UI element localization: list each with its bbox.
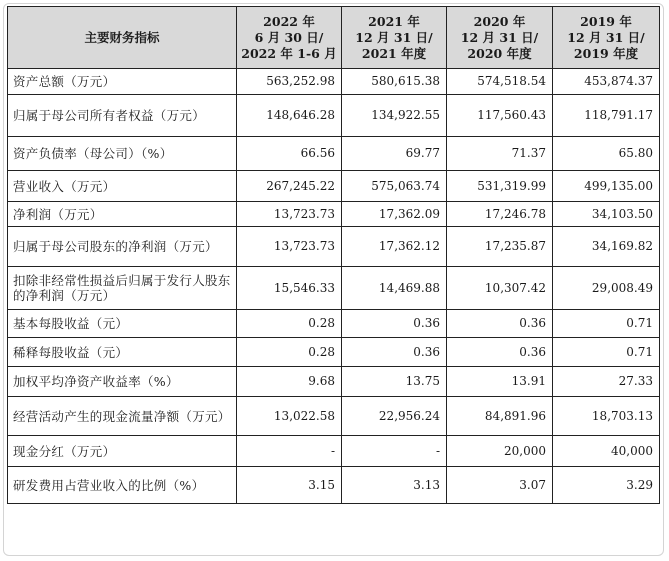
row-label: 基本每股收益（元） (8, 310, 237, 338)
row-value: 66.56 (237, 137, 342, 171)
row-value: 575,063.74 (342, 171, 447, 202)
row-value: 15,546.33 (237, 267, 342, 310)
row-value: 531,319.99 (447, 171, 553, 202)
row-label: 稀释每股收益（元） (8, 338, 237, 367)
row-value: 34,103.50 (553, 202, 660, 227)
row-value: 13,723.73 (237, 227, 342, 267)
header-line: 2019 年 (580, 13, 632, 29)
row-value: 0.28 (237, 310, 342, 338)
table-row (8, 137, 660, 171)
row-value: 0.36 (447, 338, 553, 367)
row-value: 29,008.49 (553, 267, 660, 310)
row-value: 0.71 (553, 338, 660, 367)
table-row (8, 171, 660, 202)
row-value: 3.29 (553, 467, 660, 504)
row-value: 65.80 (553, 137, 660, 171)
header-period-2 (342, 7, 447, 69)
table-row (8, 310, 660, 338)
table-row (8, 397, 660, 436)
row-value: 17,362.12 (342, 227, 447, 267)
header-line: 2020 年度 (467, 45, 532, 61)
header-line: 主要财务指标 (84, 29, 160, 45)
header-period-4 (553, 7, 660, 69)
row-value: 40,000 (553, 436, 660, 467)
header-line: 12 月 31 日/ (460, 29, 539, 45)
row-value: 0.36 (447, 310, 553, 338)
row-value: 13,022.58 (237, 397, 342, 436)
row-value: 17,362.09 (342, 202, 447, 227)
table-row (8, 95, 660, 137)
table-row (8, 267, 660, 310)
header-line: 6 月 30 日/ (254, 29, 324, 45)
table-row (8, 202, 660, 227)
row-value: - (237, 436, 342, 467)
row-label: 营业收入（万元） (8, 171, 237, 202)
header-line: 2020 年 (473, 13, 526, 29)
row-label: 资产总额（万元） (8, 69, 237, 95)
row-value: 10,307.42 (447, 267, 553, 310)
header-line: 2022 年 1-6 月 (241, 45, 337, 61)
header-indicator (8, 7, 237, 69)
table-row (8, 367, 660, 397)
row-value: 84,891.96 (447, 397, 553, 436)
row-value: 69.77 (342, 137, 447, 171)
row-value: 17,235.87 (447, 227, 553, 267)
row-label: 归属于母公司所有者权益（万元） (8, 95, 237, 137)
row-value: 20,000 (447, 436, 553, 467)
row-value: 3.13 (342, 467, 447, 504)
row-label: 净利润（万元） (8, 202, 237, 227)
row-value: 13,723.73 (237, 202, 342, 227)
row-value: 3.07 (447, 467, 553, 504)
row-label: 研发费用占营业收入的比例（%） (8, 467, 237, 504)
row-value: 0.36 (342, 310, 447, 338)
row-label: 现金分红（万元） (8, 436, 237, 467)
row-value: 34,169.82 (553, 227, 660, 267)
table-row (8, 338, 660, 367)
header-line: 12 月 31 日/ (355, 29, 433, 45)
financial-indicators-table (7, 6, 660, 504)
row-value: 134,922.55 (342, 95, 447, 137)
row-label: 归属于母公司股东的净利润（万元） (8, 227, 237, 267)
row-value: 3.15 (237, 467, 342, 504)
row-value: 22,956.24 (342, 397, 447, 436)
table-row (8, 467, 660, 504)
header-line: 2021 年 (368, 13, 420, 29)
header-line: 2021 年度 (361, 45, 427, 61)
row-value: 18,703.13 (553, 397, 660, 436)
row-value: 13.75 (342, 367, 447, 397)
row-label: 加权平均净资产收益率（%） (8, 367, 237, 397)
table-row (8, 227, 660, 267)
row-value: 0.71 (553, 310, 660, 338)
header-line: 12 月 31 日/ (567, 29, 645, 45)
row-value: 27.33 (553, 367, 660, 397)
row-value: 580,615.38 (342, 69, 447, 95)
row-value: 499,135.00 (553, 171, 660, 202)
row-value: 267,245.22 (237, 171, 342, 202)
row-value: 148,646.28 (237, 95, 342, 137)
row-label: 资产负债率（母公司）（%） (8, 137, 237, 171)
table-row (8, 69, 660, 95)
row-value: 563,252.98 (237, 69, 342, 95)
row-value: 9.68 (237, 367, 342, 397)
row-value: 13.91 (447, 367, 553, 397)
header-period-1 (237, 7, 342, 69)
header-line: 2019 年度 (573, 45, 639, 61)
row-value: 453,874.37 (553, 69, 660, 95)
table-row (8, 436, 660, 467)
row-value: 17,246.78 (447, 202, 553, 227)
row-value: 118,791.17 (553, 95, 660, 137)
row-value: - (342, 436, 447, 467)
row-value: 0.36 (342, 338, 447, 367)
table-body (8, 69, 660, 504)
row-value: 117,560.43 (447, 95, 553, 137)
row-value: 0.28 (237, 338, 342, 367)
row-label: 经营活动产生的现金流量净额（万元） (8, 397, 237, 436)
header-line: 2022 年 (263, 13, 315, 29)
header-row (8, 7, 660, 69)
row-label: 扣除非经常性损益后归属于发行人股东的净利润（万元） (8, 267, 237, 310)
header-period-3 (447, 7, 553, 69)
row-value: 574,518.54 (447, 69, 553, 95)
row-value: 14,469.88 (342, 267, 447, 310)
row-value: 71.37 (447, 137, 553, 171)
